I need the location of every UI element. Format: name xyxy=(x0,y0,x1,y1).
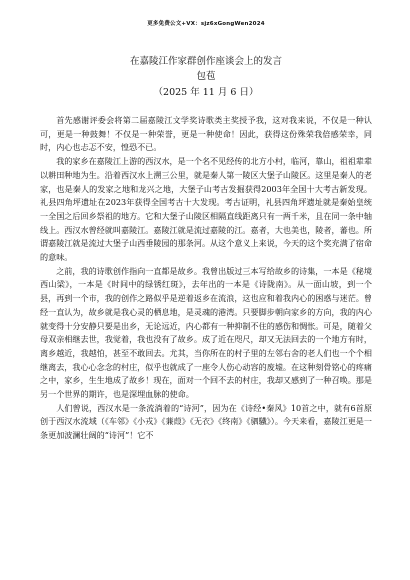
document-title: 在嘉陵江作家群创作座谈会上的发言 xyxy=(129,56,282,67)
header-note: 更多免费公文+VX：sjz6xGongWen2024 xyxy=(147,21,265,27)
paragraph-1: 首先感谢评委会将第二届嘉陵江文学奖诗歌类主奖授予我，这对我来说，不仅是一种认可，更是一种鼓舞！不仅是一种荣誉，更是一种使命！因此，获得这份殊荣我倍感荣幸，同时，内心也忐忑不安，惶恐不已。 xyxy=(40,115,372,153)
author-name: 包苞 xyxy=(196,71,216,82)
paragraph-4: 人们曾说，西汉水是一条流淌着的“诗河”，因为在《诗经•秦风》10首之中，就有6首原创于西汉水流域（《车邻》《小戎》《蒹葭》《无衣》《终南》《驷驖》）。今天来看，嘉陵江更是一条更加波澜壮阔的“诗河”！它不 xyxy=(40,402,372,441)
title-block xyxy=(40,55,372,100)
body-text xyxy=(40,114,372,443)
paragraph-2: 我的家乡在嘉陵江上游的西汉水，是一个名不见经传的北方小村，临河，靠山，祖祖辈辈以耕田种地为生。沿着西汉水上溯三公里，就是秦人第一陵区大堡子山陵区。这里是秦人的老家，也是秦人的发家之地和龙兴之地，大堡子山考古发掘获得2003年全国十大考古新发现。礼县四角坪遗址在2023年获得全国考古十大发现。考古证明，礼县四角坪遗址就是秦始皇统一全国之后回乡祭祖的地方。它和大堡子山陵区相隔直线距离只有一两千米，且在同一条中轴线上。西汉水曾经就叫嘉陵江。嘉陵江就是流过嘉陵的江。嘉者，大也美也，陵者，蕃也。所谓嘉陵江就是流过大堡子山西垂陵园的那条河。从这个意义上来说，今天的这个奖充满了宿命的意味。 xyxy=(40,156,372,263)
speech-date: （2025 年 11 月 6 日） xyxy=(153,87,259,98)
paragraph-3: 之前，我的诗歌创作指向一直都是故乡。我曾出版过三本写给故乡的诗集，一本是《秘境西山梁》，一本是《时间中的绿锈红斑》，去年出的一本是《诗陇南》。从一面山坡，到一个县，再到一个市，我的创作之路似乎是逆着返乡在流浪，这也应和着我内心的困惑与迷茫。曾经一直认为，故乡就是我心灵的栖息地，是灵魂的港湾。只要脚步朝向家乡的方向，我的内心就变得十分安静只要是出乡，无论远近，内心都有一种抑制不住的感伤和惆怅。可是，随着父母双亲相继去世，我觉着，我也没有了故乡。成了近在咫尺，却又无法回去的一个地方有时，离乡越近，我越怕，甚至不敢回去。尤其，当你所在的村子里的左邻右舍的老人们也一个个相继离去，我心心念念的村庄，似乎也就成了一座令人伤心动容的废墟。在这种刻骨铭心的疼痛之中，家乡，生生地成了故乡！现在，面对一个回不去的村庄，我却又感到了一种召唤。那是另一个世界的期许，也是深埋血脉的使命。 xyxy=(40,265,372,400)
